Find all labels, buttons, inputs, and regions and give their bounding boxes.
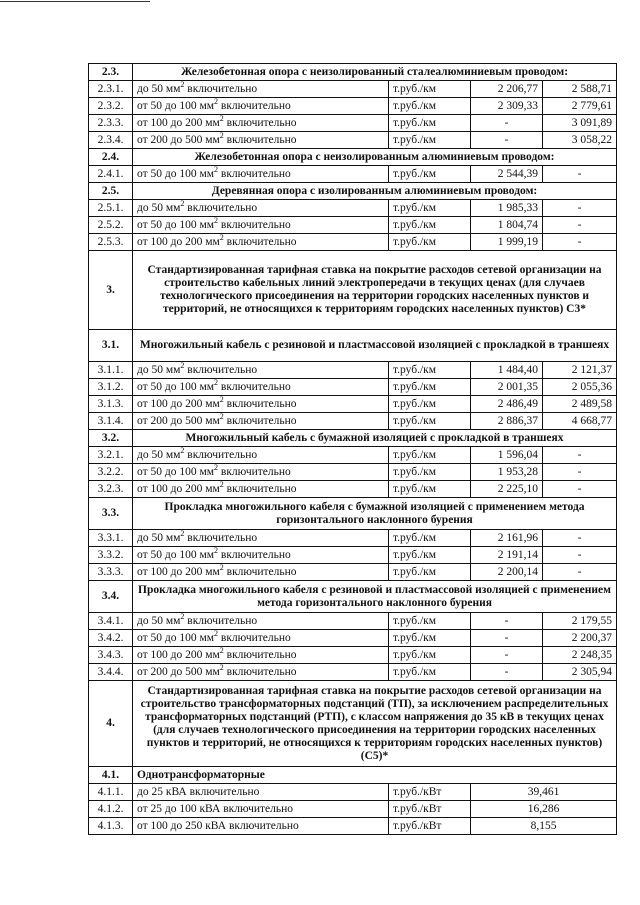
table-row bbox=[89, 166, 617, 183]
row-value-a: - bbox=[471, 613, 543, 630]
table-row bbox=[89, 664, 617, 681]
row-value-b: 2 121,37 bbox=[543, 362, 617, 379]
row-number: 3.3.1. bbox=[89, 530, 133, 547]
section-header-row bbox=[89, 581, 617, 613]
row-description: от 50 до 100 $мм^2$ включительно bbox=[133, 166, 389, 183]
row-description: до 50 $мм^2$ включительно bbox=[133, 362, 389, 379]
section-header-row bbox=[89, 183, 617, 200]
row-number: 3.4.3. bbox=[89, 647, 133, 664]
row-unit: т.руб./км bbox=[389, 115, 471, 132]
table-row bbox=[89, 784, 617, 801]
row-value-b: - bbox=[543, 481, 617, 498]
table-row bbox=[89, 564, 617, 581]
row-value-a: 2 225,10 bbox=[471, 481, 543, 498]
row-value-a: - bbox=[471, 132, 543, 149]
row-description: от 200 до 500 $мм^2$ включительно bbox=[133, 664, 389, 681]
section-number: 3.2. bbox=[89, 430, 133, 447]
row-unit: т.руб./км bbox=[389, 613, 471, 630]
row-number: 2.4.1. bbox=[89, 166, 133, 183]
row-unit: т.руб./км bbox=[389, 132, 471, 149]
table-row bbox=[89, 362, 617, 379]
row-number: 3.1.2. bbox=[89, 379, 133, 396]
row-description: до 50 $мм^2$ включительно bbox=[133, 200, 389, 217]
section-number: 2.3. bbox=[89, 64, 133, 81]
row-value-a: 2 544,39 bbox=[471, 166, 543, 183]
row-unit: т.руб./кВт bbox=[389, 818, 471, 835]
row-value-b: 3 058,22 bbox=[543, 132, 617, 149]
table-row bbox=[89, 132, 617, 149]
row-value-b: 2 200,37 bbox=[543, 630, 617, 647]
row-number: 4.1.3. bbox=[89, 818, 133, 835]
table-row bbox=[89, 613, 617, 630]
row-number: 3.2.1. bbox=[89, 447, 133, 464]
row-description: от 100 до 200 $мм^2$ включительно bbox=[133, 115, 389, 132]
row-value-b: - bbox=[543, 166, 617, 183]
table-row bbox=[89, 818, 617, 835]
section-number: 3.1. bbox=[89, 330, 133, 362]
row-description: до 50 $мм^2$ включительно bbox=[133, 530, 389, 547]
row-value-a: 2 486,49 bbox=[471, 396, 543, 413]
row-value-b: 2 489,58 bbox=[543, 396, 617, 413]
row-value-b: - bbox=[543, 464, 617, 481]
row-unit: т.руб./км bbox=[389, 647, 471, 664]
row-description: от 50 до 100 $мм^2$ включительно bbox=[133, 630, 389, 647]
row-value-b: 4 668,77 bbox=[543, 413, 617, 430]
row-unit: т.руб./км bbox=[389, 396, 471, 413]
table-row bbox=[89, 530, 617, 547]
table-row bbox=[89, 547, 617, 564]
section-header-row bbox=[89, 149, 617, 166]
row-description: до 25 кВА включительно bbox=[133, 784, 389, 801]
row-number: 2.5.1. bbox=[89, 200, 133, 217]
row-description: от 100 до 250 кВА включительно bbox=[133, 818, 389, 835]
table-row bbox=[89, 217, 617, 234]
row-value-a: 1 484,40 bbox=[471, 362, 543, 379]
row-number: 2.5.3. bbox=[89, 234, 133, 251]
row-value-a: 1 596,04 bbox=[471, 447, 543, 464]
row-value-b: - bbox=[543, 234, 617, 251]
row-value-a: 2 309,33 bbox=[471, 98, 543, 115]
row-description: от 200 до 500 $мм^2$ включительно bbox=[133, 132, 389, 149]
section-title: Деревянная опора с изолированным алюминиевым проводом: bbox=[133, 183, 617, 200]
row-value-b: 3 091,89 bbox=[543, 115, 617, 132]
row-description: до 50 $мм^2$ включительно bbox=[133, 613, 389, 630]
section-title: Железобетонная опора с неизолированный сталеалюминиевым проводом: bbox=[133, 64, 617, 81]
row-number: 2.3.1. bbox=[89, 81, 133, 98]
section-number: 3. bbox=[89, 251, 133, 330]
row-unit: т.руб./км bbox=[389, 413, 471, 430]
row-number: 2.3.2. bbox=[89, 98, 133, 115]
section-header-row bbox=[89, 767, 617, 784]
row-description: от 100 до 200 $мм^2$ включительно bbox=[133, 481, 389, 498]
section-number: 4.1. bbox=[89, 767, 133, 784]
row-unit: т.руб./км bbox=[389, 81, 471, 98]
chapter-header-row bbox=[89, 681, 617, 767]
row-unit: т.руб./кВт bbox=[389, 801, 471, 818]
row-description: от 25 до 100 кВА включительно bbox=[133, 801, 389, 818]
section-header-row bbox=[89, 430, 617, 447]
section-title: Железобетонная опора с неизолированным алюминиевым проводом: bbox=[133, 149, 617, 166]
chapter-header-row bbox=[89, 251, 617, 330]
row-value-a: 2 191,14 bbox=[471, 547, 543, 564]
table-row bbox=[89, 234, 617, 251]
section-number: 2.4. bbox=[89, 149, 133, 166]
row-value-a: 1 985,33 bbox=[471, 200, 543, 217]
table-row bbox=[89, 81, 617, 98]
row-value-a: 1 804,74 bbox=[471, 217, 543, 234]
row-description: от 100 до 200 $мм^2$ включительно bbox=[133, 396, 389, 413]
row-unit: т.руб./км bbox=[389, 98, 471, 115]
row-number: 3.2.3. bbox=[89, 481, 133, 498]
row-description: от 50 до 100 $мм^2$ включительно bbox=[133, 464, 389, 481]
section-header-row bbox=[89, 498, 617, 530]
row-number: 2.5.2. bbox=[89, 217, 133, 234]
row-value-a: 1 999,19 bbox=[471, 234, 543, 251]
row-number: 3.1.4. bbox=[89, 413, 133, 430]
table-row bbox=[89, 200, 617, 217]
section-header-row bbox=[89, 64, 617, 81]
row-value-a: 2 001,35 bbox=[471, 379, 543, 396]
row-number: 4.1.2. bbox=[89, 801, 133, 818]
section-header-row bbox=[89, 330, 617, 362]
row-value-b: - bbox=[543, 547, 617, 564]
table-row bbox=[89, 115, 617, 132]
row-value-a: - bbox=[471, 630, 543, 647]
row-value-b: - bbox=[543, 564, 617, 581]
row-unit: т.руб./км bbox=[389, 664, 471, 681]
section-number: 2.5. bbox=[89, 183, 133, 200]
row-value-b: - bbox=[543, 200, 617, 217]
row-number: 4.1.1. bbox=[89, 784, 133, 801]
row-description: от 100 до 200 $мм^2$ включительно bbox=[133, 647, 389, 664]
row-value-b: - bbox=[543, 217, 617, 234]
table-row bbox=[89, 801, 617, 818]
row-value: 39,461 bbox=[471, 784, 617, 801]
row-unit: т.руб./км bbox=[389, 362, 471, 379]
section-title: Прокладка многожильного кабеля с бумажной изоляцией с применением метода горизонтального наклонного бурения bbox=[133, 498, 617, 530]
section-title: Однотрансформаторные bbox=[133, 767, 617, 784]
row-description: от 50 до 100 $мм^2$ включительно bbox=[133, 217, 389, 234]
row-value-a: - bbox=[471, 647, 543, 664]
row-value-a: 1 953,28 bbox=[471, 464, 543, 481]
row-value: 16,286 bbox=[471, 801, 617, 818]
row-unit: т.руб./км bbox=[389, 564, 471, 581]
row-number: 3.4.1. bbox=[89, 613, 133, 630]
row-unit: т.руб./км bbox=[389, 217, 471, 234]
row-unit: т.руб./км bbox=[389, 464, 471, 481]
section-number: 3.4. bbox=[89, 581, 133, 613]
row-description: от 50 до 100 $мм^2$ включительно bbox=[133, 547, 389, 564]
row-unit: т.руб./км bbox=[389, 481, 471, 498]
row-description: до 50 $мм^2$ включительно bbox=[133, 81, 389, 98]
row-number: 2.3.4. bbox=[89, 132, 133, 149]
row-value-b: 2 248,35 bbox=[543, 647, 617, 664]
table-row bbox=[89, 481, 617, 498]
row-description: от 200 до 500 $мм^2$ включительно bbox=[133, 413, 389, 430]
row-number: 3.1.1. bbox=[89, 362, 133, 379]
row-unit: т.руб./км bbox=[389, 447, 471, 464]
row-unit: т.руб./км bbox=[389, 379, 471, 396]
row-number: 3.3.3. bbox=[89, 564, 133, 581]
row-unit: т.руб./кВт bbox=[389, 784, 471, 801]
row-description: от 50 до 100 $мм^2$ включительно bbox=[133, 379, 389, 396]
table-row bbox=[89, 647, 617, 664]
section-title: Многожильный кабель с бумажной изоляцией с прокладкой в траншеях bbox=[133, 430, 617, 447]
table-row bbox=[89, 630, 617, 647]
section-title: Прокладка многожильного кабеля с резиновой и пластмассовой изоляцией с применением метода горизонтального наклонного бурения bbox=[133, 581, 617, 613]
section-title: Многожильный кабель с резиновой и пластмассовой изоляцией с прокладкой в траншеях bbox=[133, 330, 617, 362]
top-rule bbox=[0, 1, 150, 2]
row-value-b: 2 305,94 bbox=[543, 664, 617, 681]
tariff-table bbox=[88, 63, 617, 835]
section-title: Стандартизированная тарифная ставка на покрытие расходов сетевой организации на строительство кабельных линий электропередачи в текущих ценах (для случаев технологического присоединения на территории городских населенных пунктов и территорий, не относящихся к территориям городских населенных пунктов) С3* bbox=[133, 251, 617, 330]
row-description: от 50 до 100 $мм^2$ включительно bbox=[133, 98, 389, 115]
row-value-a: 2 200,14 bbox=[471, 564, 543, 581]
table-row bbox=[89, 464, 617, 481]
row-value-b: 2 779,61 bbox=[543, 98, 617, 115]
row-value-b: 2 588,71 bbox=[543, 81, 617, 98]
row-number: 3.3.2. bbox=[89, 547, 133, 564]
section-number: 3.3. bbox=[89, 498, 133, 530]
table-row bbox=[89, 379, 617, 396]
row-unit: т.руб./км bbox=[389, 530, 471, 547]
row-value-a: - bbox=[471, 115, 543, 132]
table-row bbox=[89, 447, 617, 464]
row-number: 3.1.3. bbox=[89, 396, 133, 413]
row-value-a: 2 161,96 bbox=[471, 530, 543, 547]
row-value-b: - bbox=[543, 447, 617, 464]
row-number: 3.2.2. bbox=[89, 464, 133, 481]
row-value: 8,155 bbox=[471, 818, 617, 835]
row-unit: т.руб./км bbox=[389, 166, 471, 183]
section-title: Стандартизированная тарифная ставка на покрытие расходов сетевой организации на строительство трансформаторных подстанций (ТП), за исключением распределительных трансформаторных подстанций (РТП), с классом напряжения до 35 кВ в текущих ценах (для случаев технологического присоединения на территории городских населенных пунктов и территорий, не относящихся к территориям городских населенных пунктов) (С5)* bbox=[133, 681, 617, 767]
row-value-a: 2 886,37 bbox=[471, 413, 543, 430]
row-unit: т.руб./км bbox=[389, 630, 471, 647]
row-description: от 100 до 200 $мм^2$ включительно bbox=[133, 564, 389, 581]
section-number: 4. bbox=[89, 681, 133, 767]
row-unit: т.руб./км bbox=[389, 200, 471, 217]
row-number: 3.4.4. bbox=[89, 664, 133, 681]
row-description: до 50 $мм^2$ включительно bbox=[133, 447, 389, 464]
row-value-a: - bbox=[471, 664, 543, 681]
table-row bbox=[89, 396, 617, 413]
table-row bbox=[89, 413, 617, 430]
row-value-b: - bbox=[543, 530, 617, 547]
row-value-a: 2 206,77 bbox=[471, 81, 543, 98]
row-value-b: 2 179,55 bbox=[543, 613, 617, 630]
row-number: 3.4.2. bbox=[89, 630, 133, 647]
row-unit: т.руб./км bbox=[389, 547, 471, 564]
row-value-b: 2 055,36 bbox=[543, 379, 617, 396]
row-number: 2.3.3. bbox=[89, 115, 133, 132]
row-unit: т.руб./км bbox=[389, 234, 471, 251]
table-row bbox=[89, 98, 617, 115]
row-description: от 100 до 200 $мм^2$ включительно bbox=[133, 234, 389, 251]
